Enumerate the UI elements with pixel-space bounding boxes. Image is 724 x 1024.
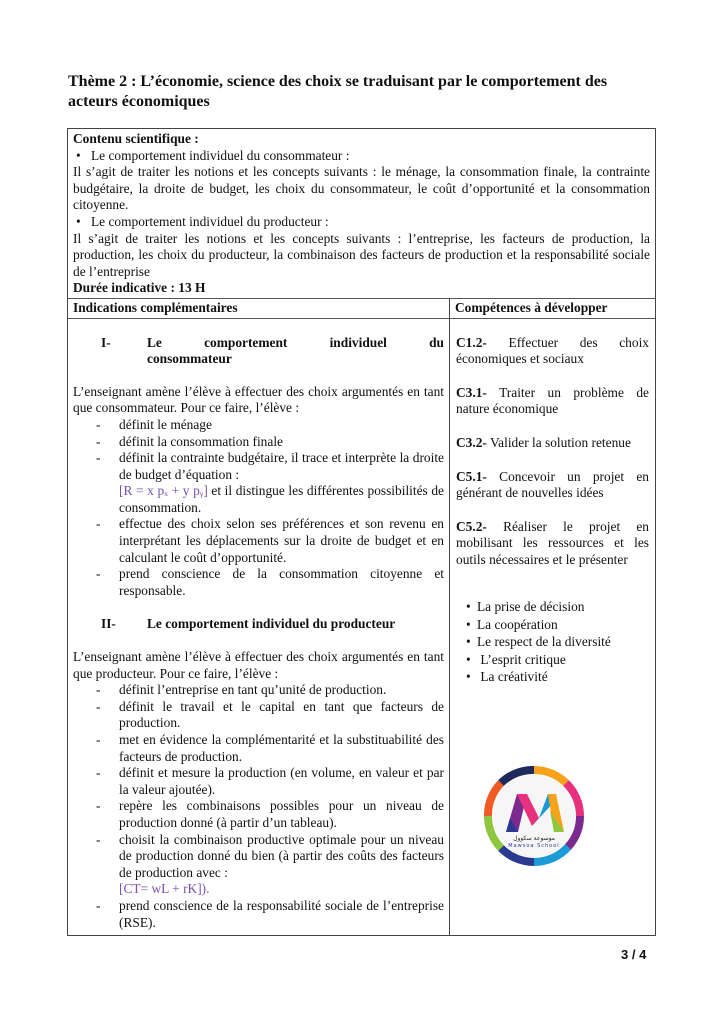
list-item: - choisit la combinaison productive optimale pour un niveau de production donné du bien (à partir des coûts des facteurs de production avec : [CT= wL + rK]). <box>96 831 444 897</box>
budget-formula: [R = x pₓ + y pᵧ] <box>119 483 208 499</box>
bullet-icon: • <box>76 147 81 163</box>
contenu-scientifique-cell <box>68 129 655 299</box>
list-item: - met en évidence la complémentarité et la substituabilité des facteurs de production. <box>96 732 444 764</box>
bullet-icon: • <box>466 634 471 650</box>
bullet-icon: • <box>466 616 471 632</box>
competence-item: C3.1- Traiter un problème de nature économique <box>456 384 649 417</box>
logo-icon <box>484 766 584 866</box>
section-1-title: I- Le comportement individuel du consommateur <box>101 334 444 367</box>
section-2-list <box>96 682 444 931</box>
svg-text:Mawsoa School: Mawsoa School <box>508 843 560 849</box>
section-2-title: II- Le comportement individuel du producteur <box>101 616 396 632</box>
bullet-icon: • <box>76 213 81 229</box>
list-item: - définit la contrainte budgétaire, il trace et interprète la droite de budget d’équation : [R = x pₓ + y pᵧ] et il distingue les différentes possibilités de consommation. <box>96 450 445 515</box>
bullet-icon: • <box>466 599 471 615</box>
contenu-heading: Contenu scientifique : <box>73 131 199 146</box>
list-item: - effectue des choix selon ses préférences et son revenu en interprétant les déplacements sur la droite de budget et en calculant le coût d’opportunité. <box>96 516 444 565</box>
list-item: - repère les combinaisons possibles pour un niveau de production donné (à partir d’un tableau). <box>96 798 444 830</box>
cost-formula: [CT= wL + rK]). <box>119 881 210 897</box>
header-competences: Compétences à développer <box>455 299 608 315</box>
section-1-intro: L’enseignant amène l’élève à effectuer des choix argumentés en tant que consommateur. Pour ce faire, l’élève : <box>73 383 444 416</box>
table-header-row <box>68 299 655 319</box>
list-item: - définit et mesure la production (en volume, en valeur et par la valeur ajoutée). <box>96 765 444 797</box>
list-item: - définit la consommation finale <box>96 433 283 449</box>
mawsoa-school-logo <box>484 766 584 866</box>
section-1-list <box>96 417 444 600</box>
list-item: • La prise de décision <box>466 599 585 615</box>
list-item: • L’esprit critique <box>466 651 566 667</box>
bullet-consommateur: • Le comportement individuel du consommateur : <box>73 148 650 165</box>
soft-skills-list <box>466 598 649 686</box>
competence-item: C1.2- Effectuer des choix économiques et sociaux <box>456 334 649 367</box>
bullet-producteur: • Le comportement individuel du producteur : <box>73 214 650 231</box>
list-item: - prend conscience de la responsabilité sociale de l’entreprise (RSE). <box>96 897 444 930</box>
list-item: - définit le travail et le capital en tant que facteurs de production. <box>96 698 444 731</box>
page-number: 3 / 4 <box>621 947 647 962</box>
competence-item: C3.2- Valider la solution retenue <box>456 434 631 450</box>
list-item: - définit le ménage <box>96 416 212 432</box>
list-item: - prend conscience de la consommation citoyenne et responsable. <box>96 566 444 598</box>
bullet-icon: • <box>466 669 471 685</box>
page-title: Thème 2 : L’économie, science des choix se traduisant par le comportement des acteurs économiques <box>68 73 608 110</box>
paragraph-consommateur: Il s’agit de traiter les notions et les concepts suivants : le ménage, la consommation finale, la contrainte budgétaire, la droite de budget, les choix du consommateur, le coût d’opportunité et la consommation citoyenne. <box>73 164 650 213</box>
header-indications: Indications complémentaires <box>68 299 450 318</box>
section-2-intro: L’enseignant amène l’élève à effectuer des choix argumentés en tant que producteur. Pour ce faire, l’élève : <box>73 649 444 681</box>
competence-item: C5.2- Réaliser le projet en mobilisant les ressources et les outils nécessaires et le présenter <box>456 518 649 567</box>
bullet-icon: • <box>466 651 471 667</box>
competence-item: C5.1- Concevoir un projet en générant de nouvelles idées <box>456 468 649 501</box>
paragraph-producteur: Il s’agit de traiter les notions et les concepts suivants : l’entreprise, les facteurs de production, la production, les choix du producteur, la combinaison des facteurs de production et la responsabilité sociale de l’entreprise <box>73 230 650 279</box>
indications-cell <box>68 319 450 936</box>
list-item: • La créativité <box>466 669 548 685</box>
list-item: - définit l’entreprise en tant qu’unité de production. <box>96 682 387 698</box>
duree-indicative: Durée indicative : 13 H <box>73 280 206 296</box>
list-item: • Le respect de la diversité <box>466 634 611 650</box>
svg-text:موسوعة سكوول: موسوعة سكوول <box>513 835 555 842</box>
list-item: • La coopération <box>466 616 558 632</box>
